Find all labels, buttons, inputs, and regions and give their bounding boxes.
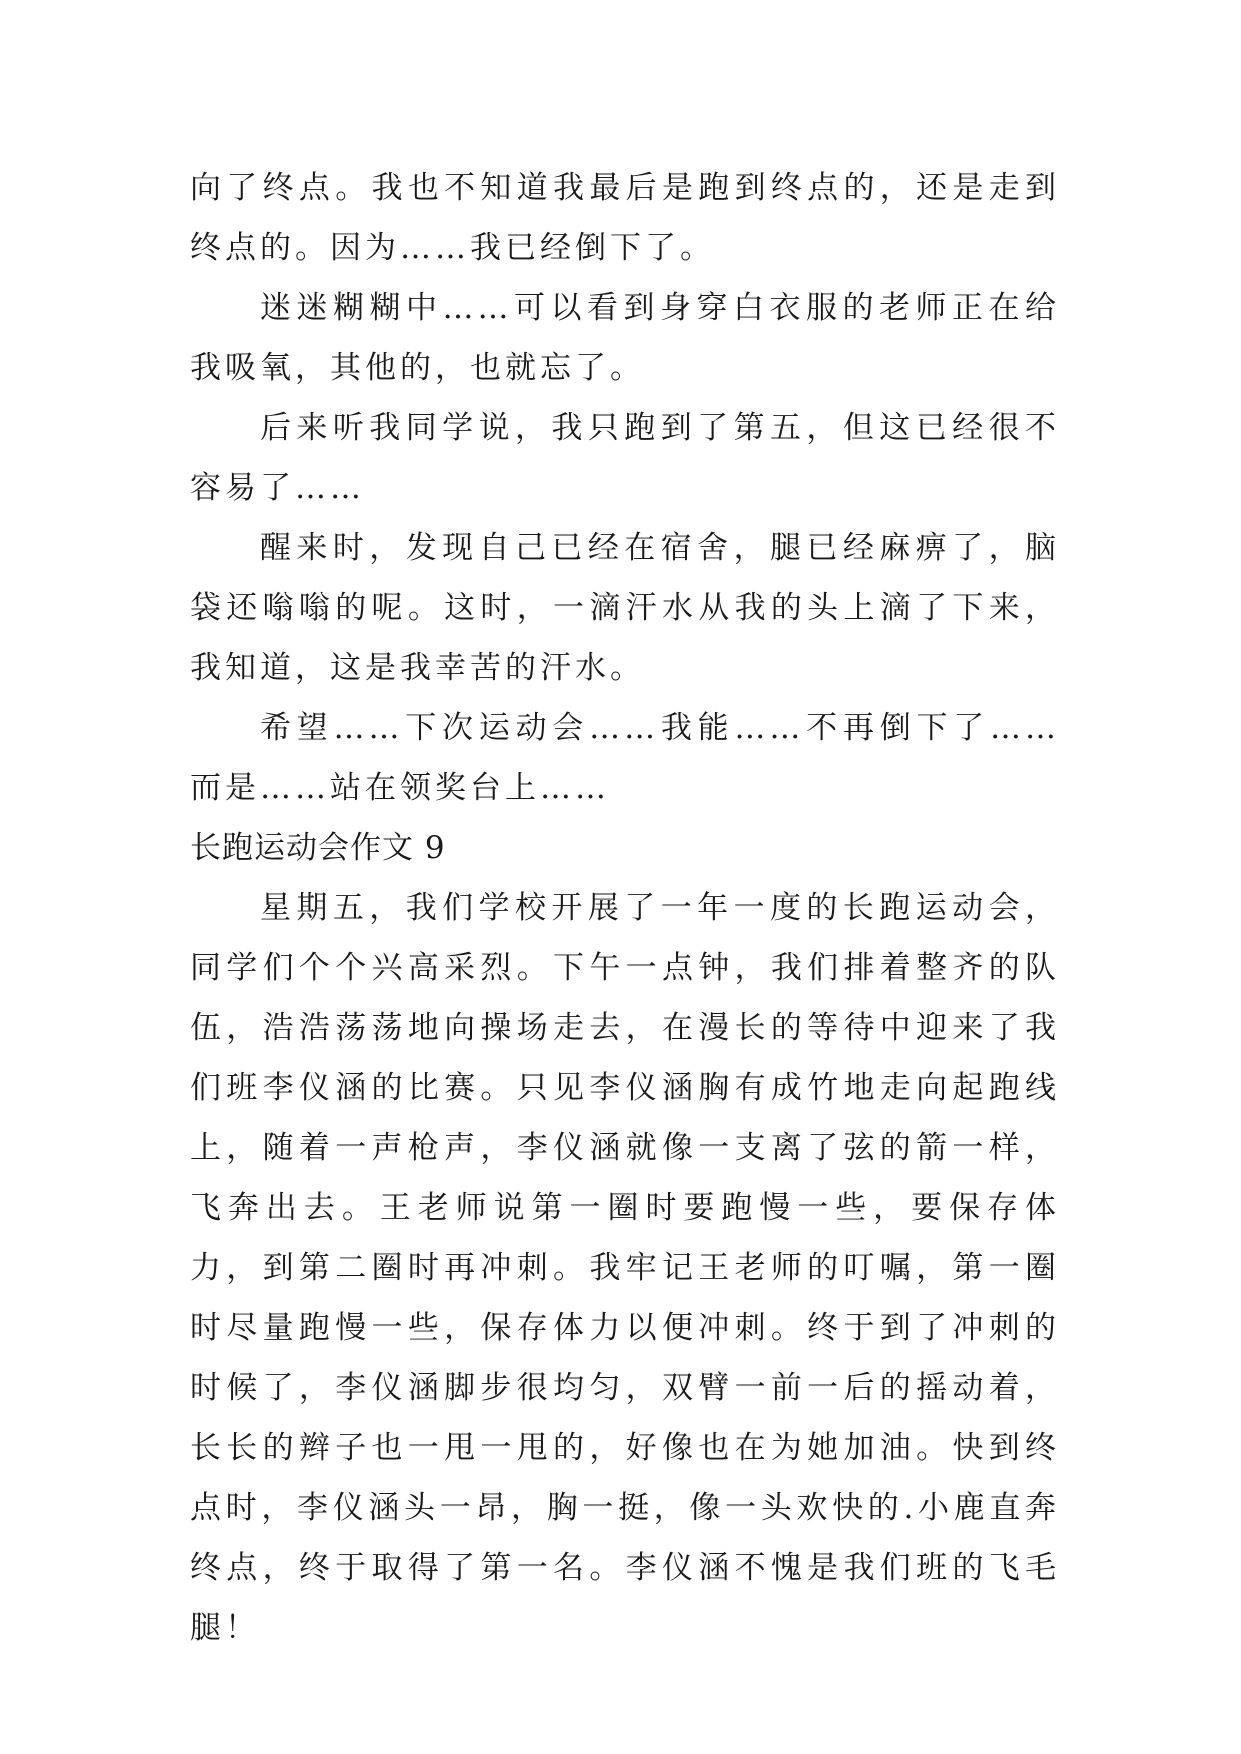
paragraph-4: 醒来时，发现自己已经在宿舍，腿已经麻痹了，脑袋还嗡嗡的呢。这时，一滴汗水从我的头上滴了下来，我知道，这是我幸苦的汗水。: [190, 530, 1060, 686]
paragraph-5: 希望……下次运动会……我能……不再倒下了……而是……站在领奖台上……: [190, 710, 1060, 806]
section-title: 长跑运动会作文 9: [190, 830, 446, 866]
paragraph-1: 向了终点。我也不知道我最后是跑到终点的，还是走到终点的。因为……我已经倒下了。: [190, 170, 1060, 266]
paragraph-3: 后来听我同学说，我只跑到了第五，但这已经很不容易了……: [190, 410, 1060, 506]
section-paragraph-1: 星期五，我们学校开展了一年一度的长跑运动会，同学们个个兴高采烈。下午一点钟，我们排着整齐的队伍，浩浩荡荡地向操场走去，在漫长的等待中迎来了我们班李仪涵的比赛。只见李仪涵胸有成竹地走向起跑线上，随着一声枪声，李仪涵就像一支离了弦的箭一样，飞奔出去。王老师说第一圈时要跑慢一些，要保存体力，到第二圈时再冲刺。我牢记王老师的叮嘱，第一圈时尽量跑慢一些，保存体力以便冲刺。终于到了冲刺的时候了，李仪涵脚步很均匀，双臂一前一后的摇动着，长长的辫子也一甩一甩的，好像也在为她加油。快到终点时，李仪涵头一昂，胸一挺，像一头欢快的.小鹿直奔终点，终于取得了第一名。李仪涵不愧是我们班的飞毛腿！: [190, 890, 1060, 1646]
paragraph-2: 迷迷糊糊中……可以看到身穿白衣服的老师正在给我吸氧，其他的，也就忘了。: [190, 290, 1060, 386]
document-body: [190, 158, 1060, 1658]
